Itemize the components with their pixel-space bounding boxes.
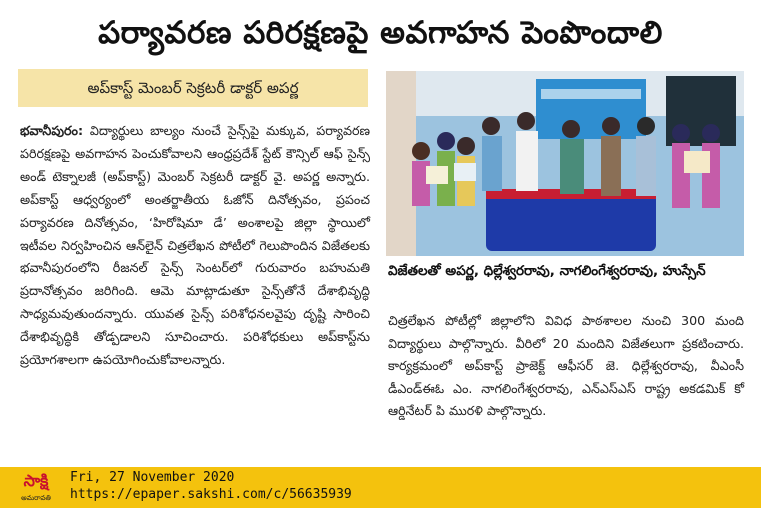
article-subheadline: అప్‌కాస్ట్ మెంబర్ సెక్రటరీ డాక్టర్ అపర్ణ [87,79,299,97]
article-body-right: చిత్రలేఖన పోటీల్లో జిల్లాలోని వివిధ పాఠశాలల నుంచి 300 మంది విద్యార్థులు పాల్గొన్నారు. వీరిలో 20 మందిని విజేతలుగా ప్రకటించారు. కార్యక్రమంలో అప్‌కాస్ట్ ప్రాజెక్ట్ ఆఫీసర్ జె. ధిల్లేశ్వరరావు, వీఎంసీ డీఎండ్ఈఓ ఎం. నాగలింగేశ్వరరావు, ఎన్‌ఎస్‌ఎస్ రాష్ట్ర అకడమిక్ కో ఆర్డినేటర్ పి మురళి పాల్గొన్నారు. [388,313,744,418]
event-photo [386,71,744,256]
article-headline: పర్యావరణ పరిరక్షణపై అవగాహన పెంపొందాలి [98,15,663,51]
epaper-link[interactable]: https://epaper.sakshi.com/c/56635939 [70,487,352,502]
photo-caption: విజేతలతో అపర్ణ, ధిల్లేశ్వరరావు, నాగలింగేశ్వరరావు, హుస్సేన్ [388,263,706,279]
logo-edition: అమరావతి [21,494,51,502]
event-photo-illustration [386,71,744,256]
sakshi-logo[interactable]: సాక్షి [23,471,49,490]
body-left-text: విద్యార్థులు బాల్యం నుంచే సైన్స్‌పై మక్కువ, పర్యావరణ పరిరక్షణపై అవగాహన పెంచుకోవాలని ఆంధ్రప్రదేశ్ స్టేట్ కౌన్సిల్ ఆఫ్ సైన్స్ అండ్ టెక్నాలజీ (అప్‌కాస్ట్) మెంబర్ సెక్రటరీ డాక్టర్ వై. అపర్ణ అన్నారు. అప్‌కాస్ట్ ఆధ్వర్యంలో అంతర్జాతీయ ఓజోన్ దినోత్సవం, ప్రపంచ పర్యావరణ దినోత్సవం, ‘హిరోషిమా డే’ అంశాలపై జిల్లా స్థాయిలో ఇటీవల నిర్వహించిన ఆన్‌లైన్ చిత్రలేఖన పోటీలో గెలుపొందిన విజేతలకు భవానీపురంలోని రీజనల్ సైన్స్ సెంటర్‌లో గురువారం బహుమతి ప్రదానోత్సవం జరిగింది. ఆమె మాట్లాడుతూ సైన్స్‌తోనే దేశాభివృద్ధి సాధ్యమవుతుందన్నారు. యువత సైన్స్ పరిశోధనలవైపు దృష్టి సారించి దేశాభివృద్ధికి తోడ్పడాలని సూచించారు. పరిశోధకులు అప్‌కాస్ట్‌ను ప్రయోగశాలగా ఉపయోగించుకోవాలన్నారు. [20,123,370,368]
edition-date: Fri, 27 November 2020 [70,470,235,485]
dateline: భవానీపురం: [20,123,84,138]
article-body-left [20,120,370,372]
